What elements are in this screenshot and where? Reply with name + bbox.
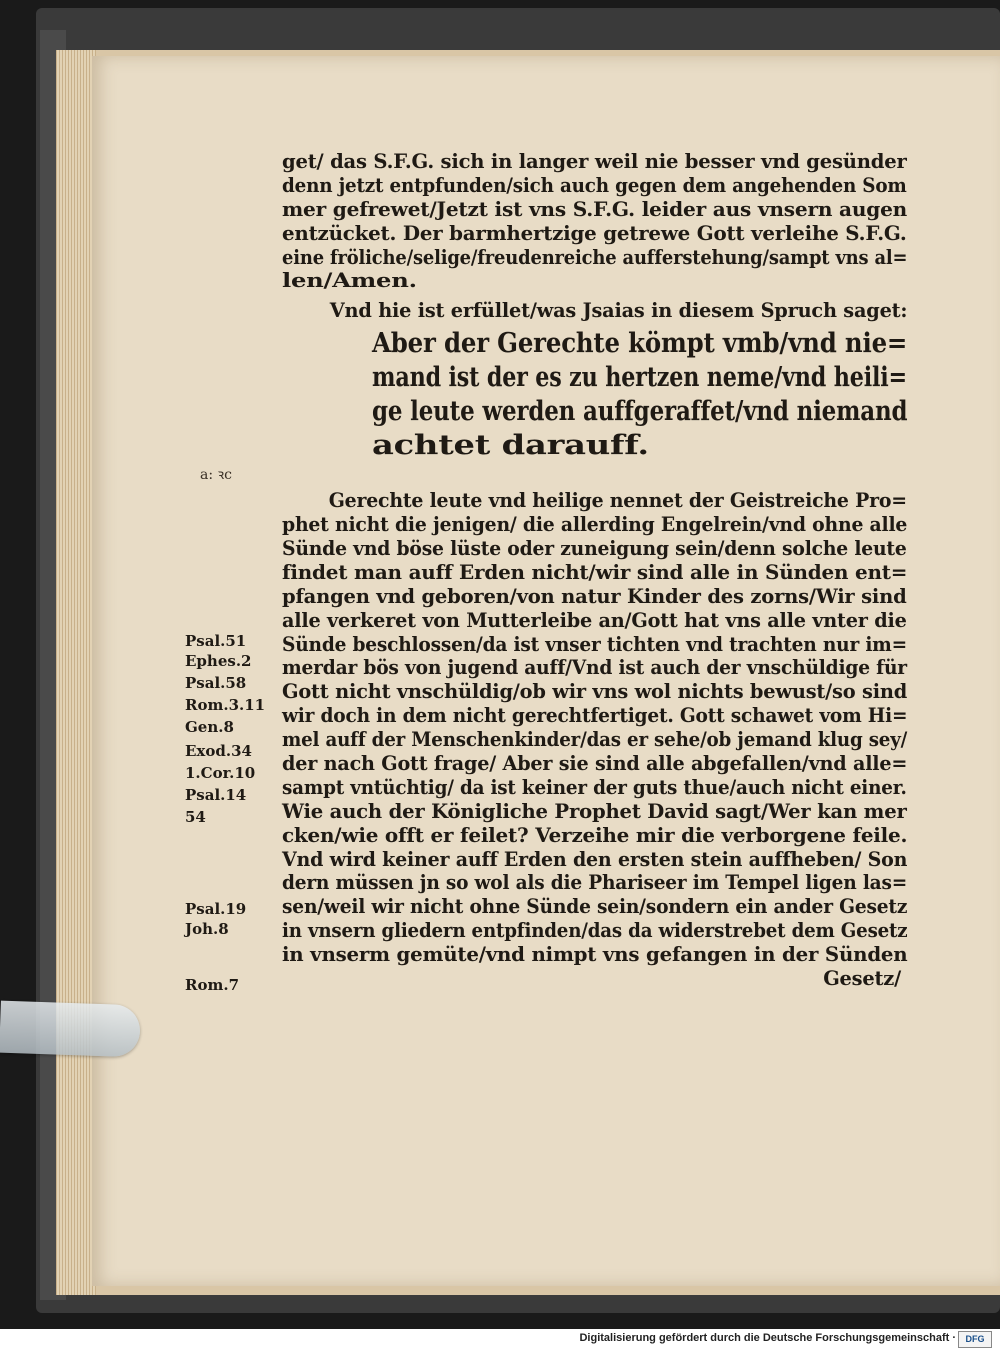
margin-note: Rom.7 [185,976,240,994]
body-line: der nach Gott frage/ Aber sie sind alle abgefallen/vnd alle= [282,752,908,776]
plastic-page-tab [0,1001,141,1058]
text-line: mer gefrewet/Jetzt ist vns S.F.G. leider aus vnsern augen [282,197,908,221]
body-line: phet nicht die jenigen/ die allerding Engelrein/vnd ohne alle [282,513,908,537]
quote-line: Aber der Gerechte kömpt vmb/vnd nie= [372,328,908,360]
faint-marginal-mark: a: ꝛc [200,467,232,483]
text-line: get/ das S.F.G. sich in langer weil nie besser vnd gesünder [282,150,907,173]
isaiah-quote [282,327,907,463]
margin-note: Gen.8 [185,718,234,736]
footer-credit: Digitalisierung gefördert durch die Deutsche Forschungsgemeinschaft · [579,1332,956,1344]
body-line: Vnd wird keiner auff Erden den ersten stein auffheben/ Son [282,847,908,871]
body-line: in vnsern gliedern entpfinden/das da widerstrebet dem Gesetz [282,919,908,943]
body-line: Wie auch der Königliche Prophet David sagt/Wer kan mer [282,799,907,823]
body-line: pfangen vnd geboren/von natur Kinder des zorns/Wir sind [282,584,907,608]
body-line: dern müssen jn so wol als die Phariseer im Tempel ligen las= [282,871,908,895]
body-line: Sünde vnd böse lüste oder zuneigung sein/denn solche leute [282,537,907,561]
page-text [282,150,907,991]
dfg-logo: DFG [958,1331,992,1348]
body-line: wir doch in dem nicht gerechtfertiget. Gott schawet vom Hi= [282,704,908,728]
quote-line: mand ist der es zu hertzen neme/vnd heili= [372,362,907,394]
quote-line: achtet darauff. [372,430,649,462]
quote-line: ge leute werden auffgeraffet/vnd niemand [372,396,908,428]
intro-paragraph [282,150,907,293]
margin-note: Rom.3.11 [185,696,266,714]
text-line: eine fröliche/selige/freudenreiche aufferstehung/sampt vns al= [282,245,908,269]
margin-note: Psal.58 [185,674,247,692]
text-line: entzücket. Der barmhertzige getrewe Gott verleihe S.F.G. [282,221,907,245]
body-line: sampt vntüchtig/ da ist keiner der guts thue/auch nicht einer. [282,775,907,799]
body-line: sen/weil wir nicht ohne Sünde sein/sondern ein ander Gesetz [282,895,908,919]
body-line: cken/wie offt er feilet? Verzeihe mir die verborgene feile. [282,823,908,847]
page-edges [56,50,96,1295]
isaiah-intro: Vnd hie ist erfüllet/was Jsaias in diesem Spruch saget: [329,299,908,323]
margin-note: 1.Cor.10 [185,764,256,782]
body-line: Gerechte leute vnd heilige nennet der Geistreiche Pro= [328,489,907,513]
body-line: mel auff der Menschenkinder/das er sehe/ob jemand klug sey/ [282,728,908,752]
margin-note: Psal.14 [185,786,247,804]
body-paragraph [282,489,907,967]
margin-note: Exod.34 [185,742,252,760]
body-line: in vnserm gemüte/vnd nimpt vns gefangen in der Sünden [282,943,908,967]
catchword: Gesetz/ [823,967,901,991]
margin-note: Psal.19 [185,900,247,918]
margin-note: Ephes.2 [185,652,252,670]
body-line: alle verkeret von Mutterleibe an/Gott hat vns alle vnter die [282,608,907,632]
text-line: denn jetzt entpfunden/sich auch gegen dem angehenden Som [282,173,907,197]
body-line: merdar bös von jugend auff/Vnd ist auch der vnschüldige für [282,656,907,680]
footer-bar [0,1329,1000,1350]
body-line: findet man auff Erden nicht/wir sind alle in Sünden ent= [282,560,908,584]
body-line: Gott nicht vnschüldig/ob wir vns wol nichts bewust/so sind [282,680,908,704]
margin-note: 54 [185,808,206,826]
body-line: Sünde beschlossen/da ist vnser tichten vnd trachten nur im= [282,632,907,656]
margin-note: Joh.8 [185,920,229,938]
text-line: len/Amen. [282,269,417,293]
margin-note: Psal.51 [185,632,247,650]
